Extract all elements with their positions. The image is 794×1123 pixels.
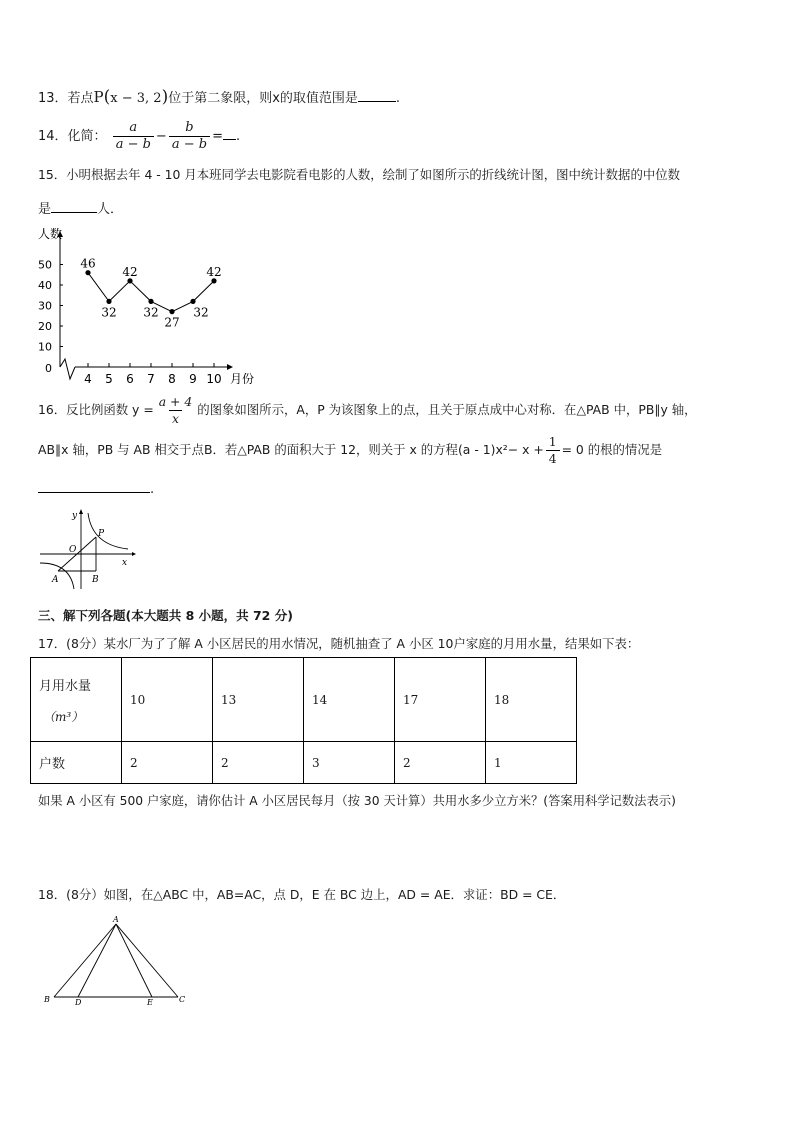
y-tick-label: 20 [38,320,52,333]
table-cell: 1 [486,742,577,784]
label-b: B [44,995,50,1004]
triangle-figure [40,912,190,1007]
data-label: 32 [193,305,209,320]
table-cell: 14 [304,658,395,742]
question-15-line-1: 15．小明根据去年 4 - 10 月本班同学去电影院看电影的人数，绘制了如图所示的折线统计图，图中统计数据的中位数 [38,167,681,182]
x-tick-label: 9 [189,372,197,386]
data-point [148,299,153,304]
section-3-title: 三、解下列各题(本大题共 8 小题，共 72 分) [38,608,293,623]
label-o: O [69,545,77,555]
data-label: 27 [164,315,180,330]
label-p: P [98,529,105,539]
y-tick-label: 50 [38,258,52,272]
q16-equation-prefix: AB∥x 轴，PB 与 AB 相交于点B．若△PAB 的面积大于 12，则关于 x 的方程(a - 1)x²− x + [38,442,544,457]
question-17-question: 如果 A 小区有 500 户家庭，请你估计 A 小区居民每月（按 30 天计算）共用水多少立方米？(答案用科学记数法表示) [38,794,676,808]
x-tick-label: 4 [84,372,92,386]
label-c: C [179,995,186,1004]
q14-end: . [235,129,241,144]
q13-end: . [395,91,401,106]
q16-end: . [150,482,155,497]
question-13: 13．若点P(x − 3, 2)位于第二象限，则x的取值范围是 . [38,87,401,107]
hyperbola-branch-1 [88,513,128,549]
y-axis-arrow [79,509,83,514]
data-point [106,299,111,304]
x-axis-arrow [227,364,233,370]
table-header-households: 户数 [31,742,122,784]
data-label: 42 [206,264,222,279]
q16-func-prefix: 16．反比例函数 y = [38,402,154,417]
segment-ad [78,924,116,997]
label-b: B [92,575,99,585]
q14-fraction-2: $\frac{b}{a - b}$ [169,120,210,153]
data-label: 32 [143,305,159,320]
axis-break [60,359,75,379]
line-chart [30,222,270,387]
segment-ab [54,924,116,997]
q13-suffix: 位于第二象限，则x的取值范围是 [168,91,358,106]
x-tick-label: 7 [147,372,155,386]
y-tick-label: 40 [38,279,52,292]
hyperbola-figure [36,505,136,590]
q16-fraction: $\frac{a + 4}{x}$ [158,394,193,426]
x-tick-label: 6 [126,372,134,386]
q13-answer-blank[interactable] [358,87,396,102]
data-point [190,299,195,304]
y-axis-label: 人数 [38,227,63,241]
table-cell: 2 [395,742,486,784]
q16-text: 的图象如图所示，A，P 为该图象上的点，且关于原点成中心对称．在△PAB 中，PB∥y 轴， [197,402,697,417]
label-y: y [72,511,78,521]
table-cell: 13 [213,658,304,742]
question-16-line-2 [38,432,662,468]
data-point [85,270,90,275]
data-point [127,278,132,283]
x-axis-arrow [132,552,136,556]
q13-coord: x − 3, 2 [110,91,162,106]
x-tick-label: 10 [206,372,222,386]
water-usage-table [30,657,577,784]
q14-answer-blank[interactable] [223,125,236,140]
y-tick-label: 10 [38,340,52,354]
x-tick-label: 5 [105,372,113,386]
q16-equation-suffix: = 0 的根的情况是 [561,442,663,457]
table-cell: 17 [395,658,486,742]
y-tick-label: 30 [38,299,52,313]
question-18-text: 18．(8分）如图，在△ABC 中，AB=AC，点 D，E 在 BC 边上，AD = AE．求证：BD = CE． [38,887,566,902]
q16-answer-blank[interactable] [38,478,150,493]
table-cell: 2 [122,742,213,784]
x-tick-label: 8 [168,372,176,386]
table-cell: 10 [122,658,213,742]
label-a: A [113,915,119,924]
data-label: 46 [80,256,96,271]
label-e: E [147,998,153,1007]
data-point [169,309,174,314]
label-a: A [52,575,59,585]
q14-prefix: 14．化简： [38,129,107,144]
table-cell: 2 [213,742,304,784]
q13-point: P [93,88,104,106]
table-header-usage: 月用水量 （m³） [31,658,122,742]
q15-answer-blank[interactable] [51,198,97,213]
label-d: D [75,998,82,1007]
data-label: 32 [101,305,117,320]
q14-fraction-1: $\frac{a}{a - b}$ [113,120,154,153]
q14-minus: − [155,129,167,144]
y-tick-label: 0 [45,362,52,375]
q15-prefix: 是 [38,202,52,217]
question-14 [38,120,240,153]
table-cell: 3 [304,742,395,784]
label-x: x [122,558,128,568]
table-row [31,658,577,742]
question-16-line-3 [38,478,154,500]
question-17-text: 17．(8分）某水厂为了了解 A 小区居民的用水情况，随机抽查了 A 小区 10户家庭的月用水量，结果如下表： [38,636,640,651]
question-15-line-2 [38,198,123,220]
q15-suffix: 人． [97,202,124,217]
data-label: 42 [122,264,138,279]
table-cell: 18 [486,658,577,742]
x-axis-label: 月份 [230,372,255,386]
q13-prefix: 13．若点 [38,91,94,106]
data-point [211,278,216,283]
q16-quarter-fraction: $\frac{1}{4}$ [546,434,560,467]
question-16-line-1 [38,392,697,428]
table-row [31,742,577,784]
q14-equals: = [212,129,223,144]
